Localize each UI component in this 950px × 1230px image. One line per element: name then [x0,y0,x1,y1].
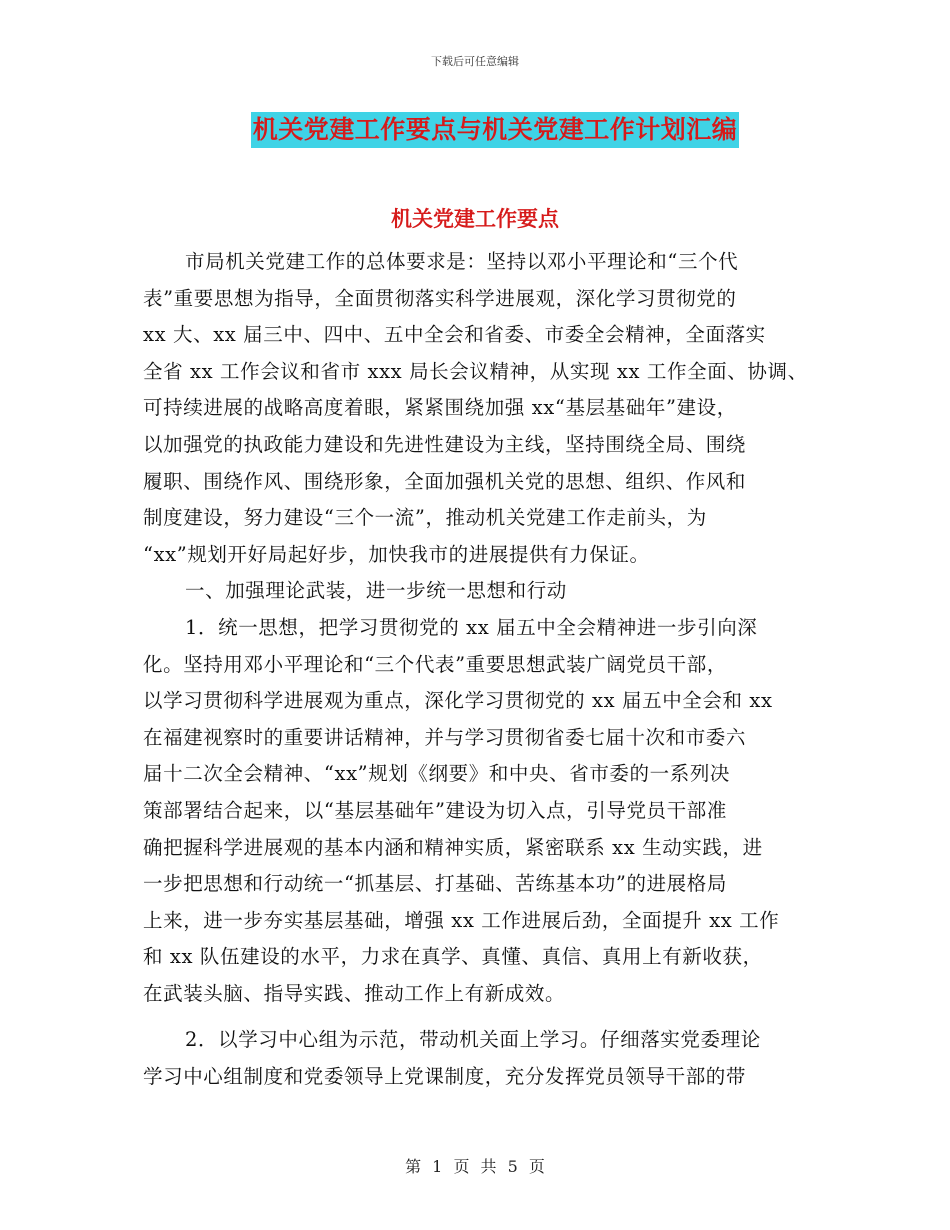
header-note: 下载后可任意编辑 [431,55,519,68]
section-title: 机关党建工作要点 [391,207,559,231]
paragraph-line: 上来，进一步夯实基层基础，增强 xx 工作进展后劲，全面提升 xx 工作 [143,908,780,932]
paragraph-line: 2．以学习中心组为示范，带动机关面上学习。仔细落实党委理论 [185,1028,761,1052]
paragraph-line: 在武装头脑、指导实践、推动工作上有新成效。 [143,981,566,1005]
paragraph-line: 在福建视察时的重要讲话精神，并与学习贯彻省委七届十次和市委六 [143,725,747,749]
paragraph-line: “xx”规划开好局起好步，加快我市的进展提供有力保证。 [143,542,650,566]
paragraph-gap [143,1012,823,1022]
paragraph-line: 化。坚持用邓小平理论和“三个代表”重要思想武装广阔党员干部， [143,652,727,676]
paragraph-line: 表”重要思想为指导，全面贯彻落实科学进展观，深化学习贯彻党的 [143,286,737,310]
paragraph-line: 和 xx 队伍建设的水平，力求在真学、真懂、真信、真用上有新收获， [143,945,763,969]
paragraph-line: 1．统一思想，把学习贯彻党的 xx 届五中全会精神进一步引向深 [185,615,758,639]
paragraph-line: 一步把思想和行动统一“抓基层、打基础、苦练基本功”的进展格局 [143,872,727,896]
body-text [143,244,823,1096]
subheading-line: 一、加强理论武装，进一步统一思想和行动 [185,579,567,603]
paragraph-line: 学习中心组制度和党委领导上党课制度，充分发挥党员领导干部的带 [143,1065,747,1089]
main-title-wrap [0,112,950,148]
paragraph-line: 制度建设，努力建设“三个一流”，推动机关党建工作走前头，为 [143,506,707,530]
paragraph-line: 届十二次全会精神、“xx”规划《纲要》和中央、省市委的一系列决 [143,762,731,786]
paragraph-line: 以加强党的执政能力建设和先进性建设为主线，坚持围绕全局、围绕 [143,432,747,456]
paragraph-line: 确把握科学进展观的基本内涵和精神实质，紧密联系 xx 生动实践，进 [143,835,763,859]
paragraph-line: 全省 xx 工作会议和省市 xxx 局长会议精神，从实现 xx 工作全面、协调、 [143,359,808,383]
paragraph-line: xx 大、xx 届三中、四中、五中全会和省委、市委全会精神，全面落实 [143,323,766,347]
paragraph-line: 可持续进展的战略高度着眼，紧紧围绕加强 xx“基层基础年”建设， [143,396,737,420]
paragraph-line: 策部署结合起来，以“基层基础年”建设为切入点，引导党员干部准 [143,798,727,822]
main-title: 机关党建工作要点与机关党建工作计划汇编 [251,112,740,148]
page-footer: 第 1 页 共 5 页 [405,1157,545,1176]
paragraph-line: 履职、围绕作风、围绕形象，全面加强机关党的思想、组织、作风和 [143,469,747,493]
paragraph-line: 以学习贯彻科学进展观为重点，深化学习贯彻党的 xx 届五中全会和 xx [143,689,773,713]
paragraph-line: 市局机关党建工作的总体要求是：坚持以邓小平理论和“三个代 [185,250,739,273]
